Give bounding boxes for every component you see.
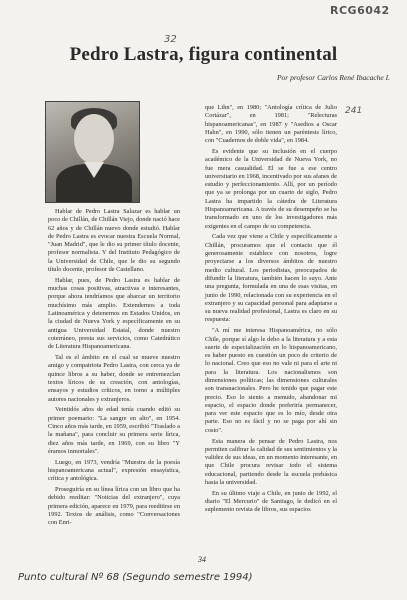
author-photo (45, 101, 140, 203)
paragraph: Veintidós años de edad tenía cuando editó su primer poemario: "La sangre en alto", en 1954. Cinco años más tarde, en 1959, escribió "Traslado a la mañana", para concluir su primera serie lírica, diez años más tarde, en 1969, con su libro "Y éramos inmortales". (48, 406, 180, 455)
catalog-stamp: RCG6042 (330, 4, 390, 17)
paragraph: "A mí me interesa Hispanoamérica, no sólo Chile, porque sí algo le debo a la literatura y a esta suerte de especialización en lo hispanoamericano, es haber puesto en cuestión un poco de criterio de lo nacional. Creo que eso no vale ni para el arte ni para la literatura. Los nacionalismos son dimensiones políticas; las dimensiones culturales son transnacionales. Pero he tenido que pagar este precio. Eso lo siento a menudo, abandonar mi espacio, el espacio donde preferiría permanecer, para ver este espacio que es lo mío, desde otra parte. Eso no es fácil y no se paga por ahí sin costo". (205, 327, 337, 434)
handwritten-mark: 32 (164, 34, 177, 45)
paragraph: que Lihn", en 1980; "Antología crítica de Julio Cortázar", en 1981; "Relecturas hispanoamericanas", en 1987 y "Asedios a Oscar Hahn", en 1990, sólo tienen un paréntesis lírico, con "Cuadernos de doble vida", en 1984. (205, 104, 337, 145)
paragraph: Luego, en 1973, vendría "Muestra de la poesía hispanoamericana actual", expresión ensayística, crítica y antológica. (48, 458, 180, 483)
paragraph: Hablar de Pedro Lastra Salazar es hablar un poco de Chillán, de Chillán Viejo, donde nació hace 62 años y de Chillán nuevo donde estudió. Hablar de Pedro Lastra es evocar nuestra Escuela Normal, "Juan Madrid", que le dio su primer título docente, profesor normalista. Y del Instituto Pedagógico de la Universidad de Chile, que le dio su segundo título docente, profesor de Castellano. (48, 208, 180, 274)
paragraph: En su último viaje a Chile, en junio de 1992, el diario "El Mercurio" de Santiago, le dedicó en el suplemento revista de libros, sus espacios (205, 489, 337, 514)
paragraph: Esta manera de pensar de Pedro Lastra, nos permiten calibrar la calidad de sus sentimientos y la validez de sus ideas, en un momento interesante, en que Chile procura revisar todo el sistema educacional, partiendo desde la escuela prebásica hasta la universidad. (205, 437, 337, 487)
paragraph: Proseguiría en su línea lírica con un libro que ha debido reeditar: "Noticias del extranjero", cuya primera edición, aparece en 1979, para reeditirse en 1992. Textos de análisis, como "Conversaciones con Enri- (48, 486, 180, 527)
paragraph: Es evidente que su inclusión en el cuerpo académico de la Universidad de Nueva York, no fue mera casualidad. El se fue a ese centro universitario en 1968, incentivado por sus afanes de estudio y perfeccionamiento. Allí, por un período que ya se prolonga por un cuarto de siglo, Pedro Lastra ha impartido la cátedra de Literatura Hispanoamericana. A través de su desempeño se ha transformado en uno de los investigadores más exigentes en el campo de su competencia. (205, 147, 337, 230)
left-column (48, 208, 180, 530)
handwritten-source-note: Punto cultural Nº 68 (Segundo semestre 1994) (18, 572, 253, 583)
paragraph: Hablar, pues, de Pedro Lastra es hablar de muchas cosas positivas, atractivas e interesantes, porque ahora tendríamos que abarcar un territorio muchísimo más amplio. Extendernos a toda Latinoamérica y detenernos en Estados Unidos, en la ciudad de Nueva York y específicamente en su antigua Universidad Estatal, donde nuestro coterráneo, presta sus servicios, como Catedrático de Literatura Hispanoamericana. (48, 276, 180, 351)
article-byline: Por profesor Carlos René Ibacache I. (276, 73, 390, 82)
handwritten-mark: 241 (345, 106, 363, 116)
page-number: 34 (198, 555, 206, 564)
paragraph: Tal es el ámbito en el cual se mueve nuestro amigo y compatriota Pedro Lastra, con cerca ya de quince libros a su haber, donde se entremezclan textos líricos de su creación, con antologías, ensayos y estudios críticos, en torno a múltiples autores nacionales y extranjeros. (48, 354, 180, 403)
article-title: Pedro Lastra, figura continental (69, 44, 338, 65)
paragraph: Cada vez que viene a Chile y específicamente a Chillán, procuramos que el contacto que él generosamente establece con nosotros, logre proyectarse a los diversos ámbitos de nuestro medio cultural. Los periodistas, preocupados de difundir la literatura, también hacen lo suyo. Ante una pregunta, formulada en una de esas visitas, en junio de 1990, relacionada con su experiencia en el extranjero y su capacidad personal para adaptarse a su nueva realidad profesional, Lastra es claro en su respuesta: (205, 233, 337, 324)
right-column (205, 104, 337, 517)
